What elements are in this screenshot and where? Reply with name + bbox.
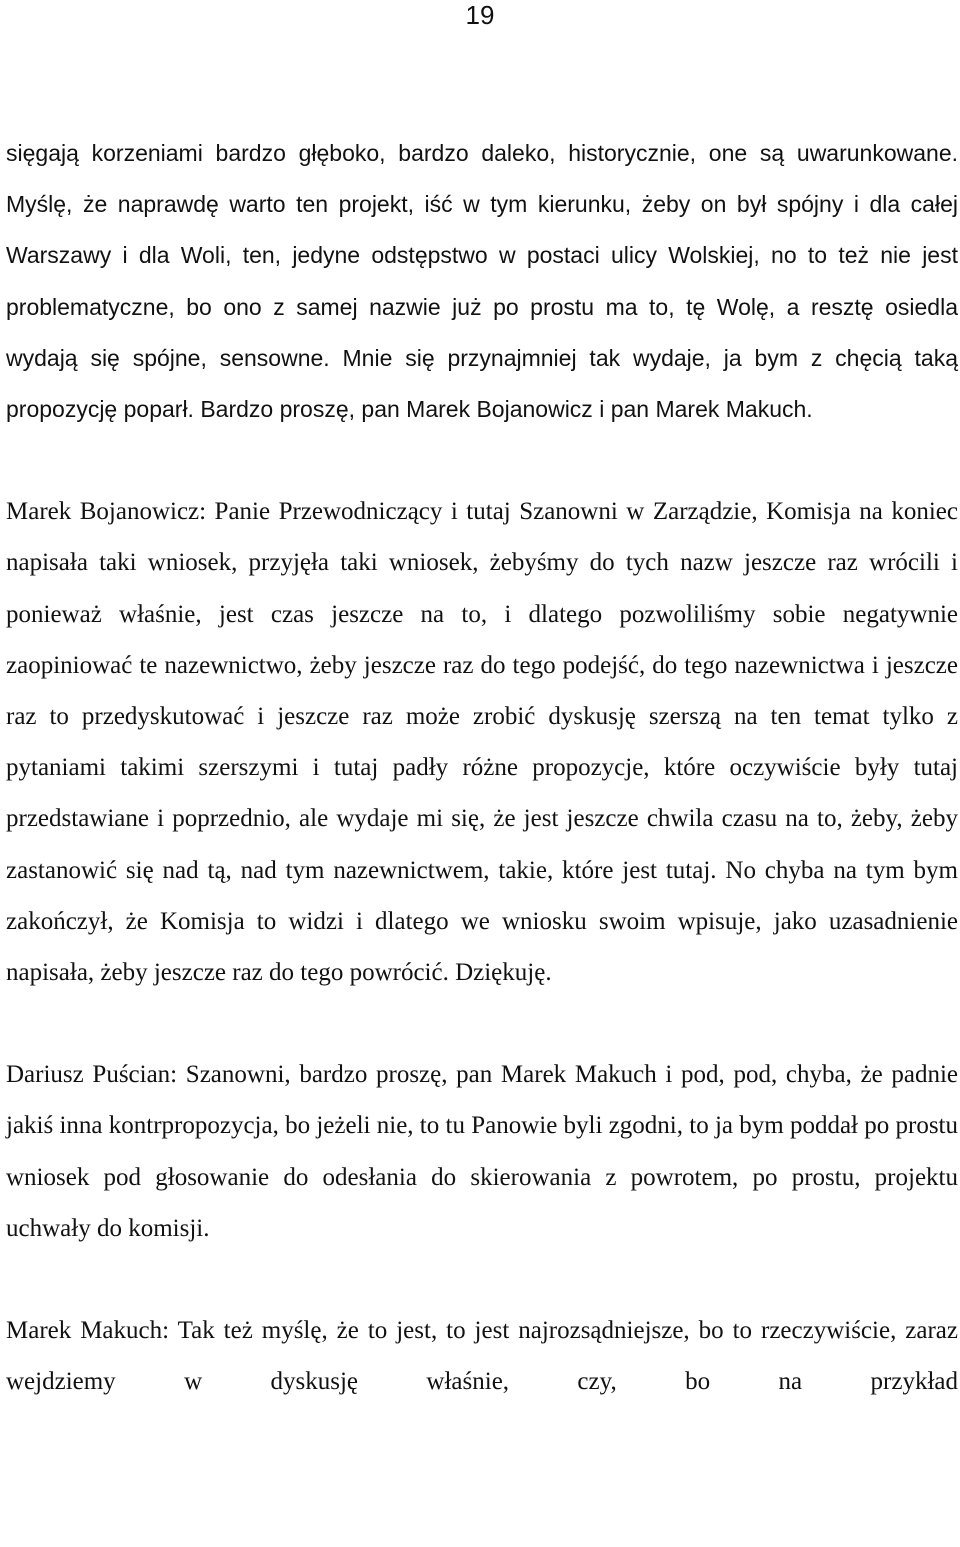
paragraph-2: Marek Bojanowicz: Panie Przewodniczący i tutaj Szanowni w Zarządzie, Komisja na koniec napisała taki wniosek, przyjęła taki wniosek, żebyśmy do tych nazw jeszcze raz wrócili i ponieważ właśnie, jest czas jeszcze na to, i dlatego pozwoliliśmy sobie negatywnie zaopiniować te nazewnictwo, żeby jeszcze raz do tego podejść, do tego nazewnictwa i jeszcze raz to przedyskutować i jeszcze raz może zrobić dyskusję szerszą na ten temat tylko z pytaniami takimi szerszymi i tutaj padły różne propozycje, które oczywiście były tutaj przedstawiane i poprzednio, ale wydaje mi się, że jest jeszcze chwila czasu na to, żeby, żeby zastanowić się nad tą, nad tym nazewnictwem, takie, które jest tutaj. No chyba na tym bym zakończył, że Komisja to widzi i dlatego we wniosku swoim wpisuje, jako uzasadnienie napisała, żeby jeszcze raz do tego powrócić. Dziękuję.: [6, 498, 958, 987]
document-body: [6, 128, 958, 1407]
page-number: 19: [465, 0, 495, 30]
paragraph-1: sięgają korzeniami bardzo głęboko, bardzo daleko, historycznie, one są uwarunkowane. Myślę, że naprawdę warto ten projekt, iść w tym kierunku, żeby on był spójny i dla całej Warszawy i dla Woli, ten, jedyne odstępstwo w postaci ulicy Wolskiej, no to też nie jest problematyczne, bo ono z samej nazwie już po prostu ma to, tę Wolę, a resztę osiedla wydają się spójne, sensowne. Mnie się przynajmniej tak wydaje, ja bym z chęcią taką propozycję poparł. Bardzo proszę, pan Marek Bojanowicz i pan Marek Makuch.: [6, 140, 958, 423]
paragraph-spacer: [6, 435, 958, 486]
paragraph-3: Dariusz Puścian: Szanowni, bardzo proszę, pan Marek Makuch i pod, pod, chyba, że padnie jakiś inna kontrpropozycja, bo jeżeli nie, to tu Panowie byli zgodni, to ja bym poddał po prostu wniosek pod głosowanie do odesłania do skierowania z powrotem, po prostu, projektu uchwały do komisji.: [6, 1061, 958, 1242]
paragraph-4: Marek Makuch: Tak też myślę, że to jest, to jest najrozsądniejsze, bo to rzeczywiście, zaraz wejdziemy w dyskusję właśnie, czy, bo na przykład: [6, 1317, 958, 1396]
paragraph-spacer: [6, 998, 958, 1049]
paragraph-spacer: [6, 1254, 958, 1305]
